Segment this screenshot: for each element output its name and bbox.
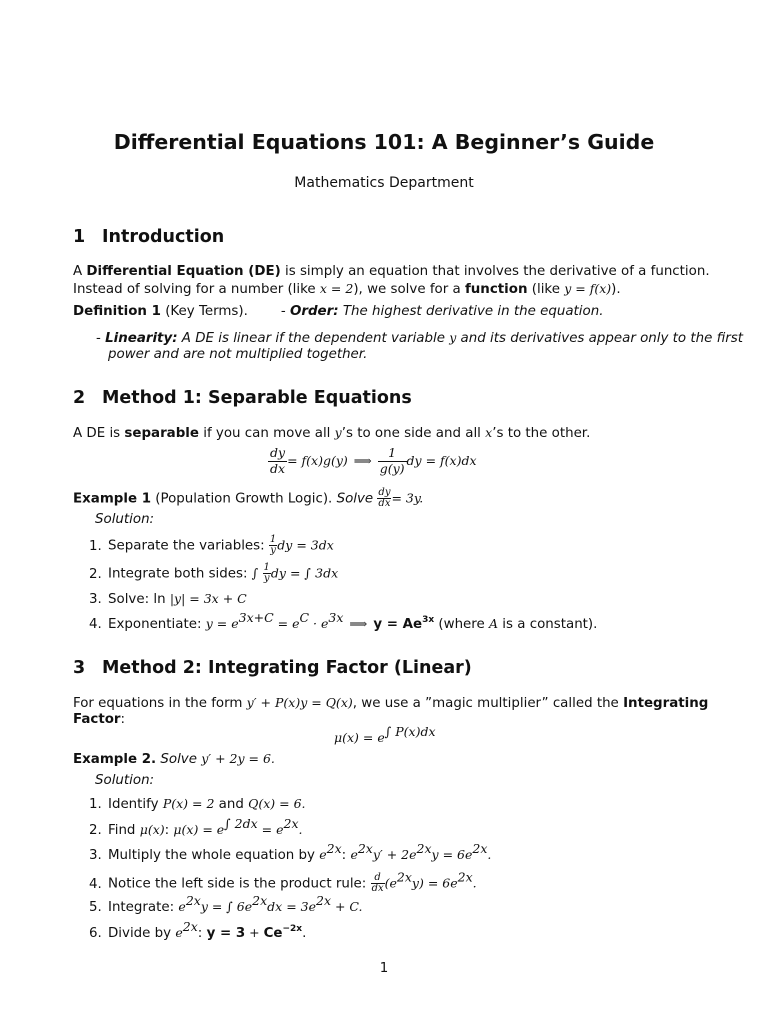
text: ’s to the other. (492, 426, 591, 441)
numerator: dy (378, 487, 391, 498)
text: ). (611, 282, 621, 297)
text: : (341, 848, 351, 863)
text: if you can move all (198, 426, 335, 441)
section-number: 2 (73, 388, 86, 408)
math: = e (273, 616, 300, 631)
page-number: 1 (379, 961, 389, 976)
math: y′ + 2y = 6. (201, 751, 275, 766)
separable-intro (73, 424, 590, 442)
math: μ(x) = e (334, 730, 385, 745)
example-1-step-3 (89, 591, 247, 607)
math: = f(x)g(y) (287, 453, 348, 468)
exponent: 2x (472, 841, 488, 856)
math: x (485, 425, 493, 440)
mu-display-equation (334, 724, 436, 747)
definition-name: (Key Terms). (160, 304, 248, 319)
example-2-step-2 (89, 816, 303, 838)
math: = 3y. (391, 490, 424, 506)
math: 3dx (315, 565, 339, 581)
math: y (334, 425, 342, 440)
math: dx = 3e (267, 899, 316, 914)
text: ’s to one side and all (341, 426, 486, 441)
math: dy = (270, 565, 305, 581)
math: (e (384, 875, 397, 891)
math: . (472, 875, 477, 891)
intro-line-2 (73, 280, 621, 298)
separable-display-equation (268, 446, 477, 476)
denominator: dx (270, 460, 286, 476)
definition-label: Definition 1 (73, 304, 161, 319)
implies-symbol: ⟹ (349, 616, 368, 631)
math: y′ + P(x)y = Q(x) (246, 695, 353, 710)
math: y = e (205, 616, 239, 631)
exponent: 2x (283, 816, 299, 831)
term-function: function (464, 282, 528, 297)
text: , we use a ”magic multiplier” called the (352, 696, 624, 711)
text: and its derivatives appear only to the first (456, 331, 743, 346)
text: is a constant). (498, 617, 598, 632)
text: is simply an equation that involves the derivative of a function. (280, 264, 710, 279)
math: y = ∫ 6e (200, 899, 253, 914)
step-number: 1. (89, 797, 102, 812)
numerator: 1 (378, 446, 407, 462)
math: e (178, 899, 186, 914)
denominator: g(y) (379, 460, 405, 476)
intro-line-1 (73, 263, 710, 280)
math: μ(x) = e (173, 822, 225, 837)
math: + C. (331, 899, 363, 914)
text: Solve: ln (108, 592, 170, 607)
term-separable: separable (124, 426, 199, 441)
section-number: 1 (73, 227, 86, 247)
document-author: Mathematics Department (294, 175, 474, 191)
text: Find (108, 823, 140, 838)
math: = e (257, 822, 284, 837)
fraction-dydx (268, 446, 287, 476)
example-2-step-5 (89, 893, 363, 915)
step-number: 4. (89, 876, 102, 892)
example-1-header (73, 488, 423, 509)
implies-symbol: ⟹ (353, 453, 372, 468)
section-number: 3 (73, 658, 86, 678)
example-2-header (73, 750, 275, 768)
text: and (214, 797, 249, 812)
example-name: (Population Growth Logic). (151, 491, 333, 507)
math: . (487, 847, 492, 862)
example-2-step-1 (89, 796, 306, 812)
math: e (319, 847, 327, 862)
text: : (197, 926, 207, 941)
term-integrating-factor: Factor (73, 712, 121, 727)
text: The highest derivative in the equation. (338, 304, 604, 319)
section-heading-2 (73, 388, 412, 408)
text: Instead of solving for a number (like (73, 282, 320, 297)
fraction-d-dx (371, 873, 385, 894)
exponent: −2x (282, 924, 303, 934)
text: . (302, 926, 307, 941)
text: A DE is (73, 426, 125, 441)
math: P(x) = 2 (162, 796, 215, 811)
step-number: 3. (89, 592, 102, 607)
integral-symbol: ∫ (251, 565, 259, 581)
fraction-one-over-y (263, 563, 271, 584)
term-integrating-factor: Integrating (623, 696, 709, 711)
denominator: dx (371, 883, 384, 894)
term-order: Order: (289, 304, 339, 319)
example-2-step-6 (89, 919, 307, 941)
exponent: C (299, 610, 310, 625)
exponent: 3x (422, 615, 435, 625)
denominator: y (263, 573, 270, 584)
numerator: dy (270, 445, 286, 460)
example-label: Example 1 (73, 491, 152, 507)
solution-label-1: Solution: (95, 512, 155, 527)
document-title: Differential Equations 101: A Beginner’s Guide (113, 130, 655, 154)
text: For equations in the form (73, 696, 247, 711)
example-2-step-4 (89, 869, 477, 894)
step-number: 6. (89, 926, 102, 941)
section-title: Method 2: Integrating Factor (Linear) (102, 658, 472, 678)
math: A (489, 616, 499, 631)
exponent: 2x (396, 869, 412, 885)
exponent: 3x+C (238, 610, 274, 625)
text: : (164, 823, 174, 838)
exponent: 2x (182, 919, 198, 934)
text: Exponentiate: (108, 617, 206, 632)
math: y = f(x) (564, 281, 612, 296)
result: Ce (263, 926, 283, 941)
step-number: 4. (89, 617, 102, 632)
text: ), we solve for a (353, 282, 465, 297)
math: y) = 6e (411, 875, 458, 891)
exponent: ∫ 2dx (224, 816, 258, 831)
numerator: 1 (263, 562, 270, 573)
math: . (298, 822, 303, 837)
result: y = 3 (206, 926, 246, 941)
integrating-intro-line-1 (73, 694, 708, 712)
exponent: ∫ P(x)dx (384, 724, 436, 739)
fraction-dydx (377, 488, 391, 509)
math: y′ + 2e (372, 847, 417, 862)
math: e (350, 847, 358, 862)
text: : (120, 712, 126, 727)
text: Divide by (108, 926, 176, 941)
exponent: 3x (328, 610, 344, 625)
example-1-step-1 (89, 535, 334, 556)
linearity-line-1: - Linearity: A DE is linear if the dependent variable y and its derivatives appear only to the first (96, 330, 743, 346)
solution-label-2: Solution: (95, 773, 155, 788)
numerator: 1 (269, 534, 277, 545)
example-1-step-2 (89, 563, 338, 584)
example-2-step-3 (89, 841, 492, 863)
fraction-one-over-gy (378, 446, 407, 476)
exponent: 2x (185, 893, 201, 908)
exponent: 2x (457, 869, 473, 885)
text: Solve (336, 491, 374, 507)
text: A (73, 264, 87, 279)
math: y = 6e (431, 847, 473, 862)
text: Multiply the whole equation by (108, 848, 320, 863)
denominator: y (270, 545, 276, 556)
definition-line: Definition 1 (Key Terms). - Order: The highest derivative in the equation. (73, 304, 604, 319)
example-1-step-4 (89, 610, 598, 632)
exponent: 2x (326, 841, 342, 856)
section-title: Introduction (102, 227, 225, 247)
section-title: Method 1: Separable Equations (102, 388, 412, 408)
math: y (449, 330, 457, 345)
text: Separate the variables: (108, 538, 269, 554)
text: Integrate: (108, 900, 179, 915)
math: x = 2 (319, 281, 354, 296)
text: Integrate both sides: (108, 566, 252, 582)
section-heading-3 (73, 658, 472, 678)
math: dy = 3dx (277, 537, 334, 553)
text: (like (527, 282, 565, 297)
term-linearity: Linearity: (105, 331, 178, 346)
text: (where (434, 617, 490, 632)
integral-symbol: ∫ (304, 565, 311, 581)
step-number: 2. (89, 823, 102, 838)
exponent: 2x (252, 893, 268, 908)
step-number: 1. (89, 538, 102, 554)
step-number: 5. (89, 900, 102, 915)
text: A DE is linear if the dependent variable (177, 331, 450, 346)
exponent: 2x (316, 893, 332, 908)
math: |y| = 3x + C (169, 591, 247, 606)
example-label: Example 2. (73, 752, 157, 767)
text: Solve (160, 752, 197, 767)
step-number: 2. (89, 566, 102, 582)
numerator: d (371, 873, 385, 884)
text: Notice the left side is the product rule: (108, 876, 371, 892)
math: Q(x) = 6. (248, 796, 306, 811)
step-number: 3. (89, 848, 102, 863)
denominator: dx (378, 498, 391, 509)
text: Identify (108, 797, 163, 812)
math: · e (309, 616, 329, 631)
math: μ(x) (139, 822, 165, 837)
result: y = Ae (373, 617, 423, 632)
term-de: Differential Equation (DE) (86, 264, 281, 279)
exponent: 2x (357, 841, 373, 856)
exponent: 2x (416, 841, 432, 856)
integrating-intro-line-2 (73, 711, 125, 728)
section-heading-1 (73, 227, 224, 247)
math: + (245, 925, 264, 940)
math: e (175, 925, 183, 940)
linearity-line-2: power and are not multiplied together. (108, 347, 368, 362)
math: dy = f(x)dx (406, 453, 477, 468)
